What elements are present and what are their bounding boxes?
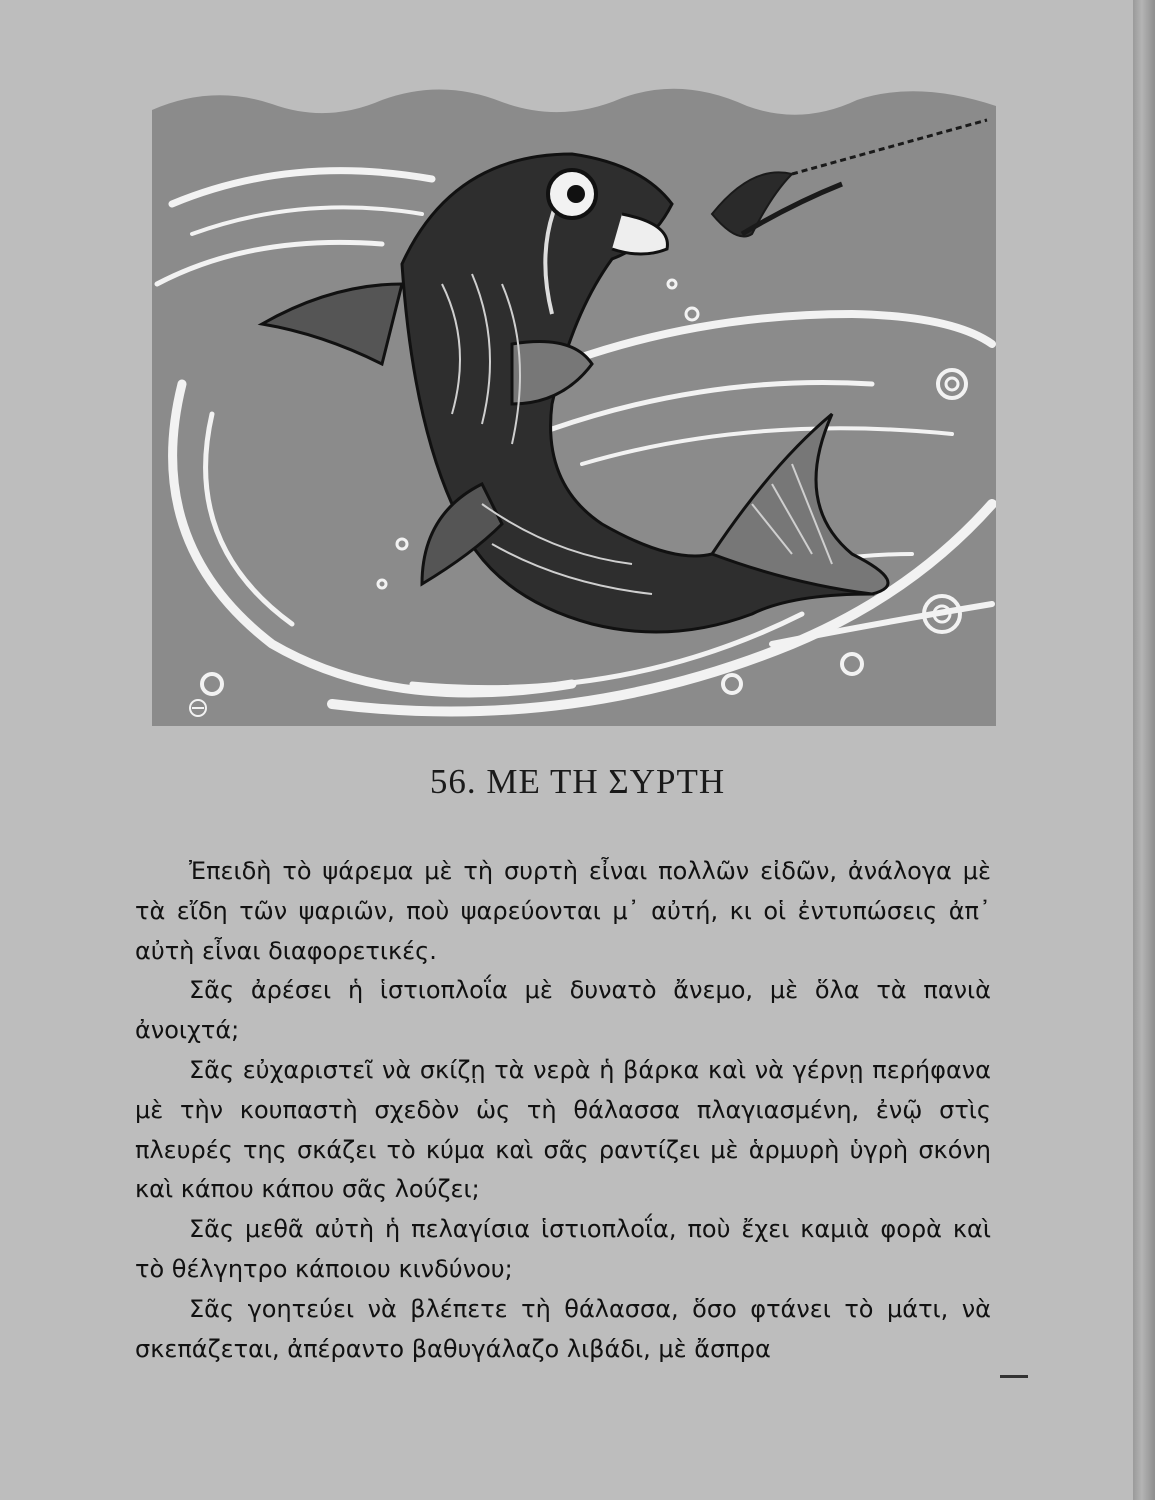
chapter-title: 56. ΜΕ ΤΗ ΣΥΡΤΗ — [429, 762, 726, 801]
paragraph: Σᾶς εὐχαριστεῖ νὰ σκίζῃ τὰ νερὰ ἡ βάρκα καὶ νὰ γέρνῃ περήφανα μὲ τὴν κουπαστὴ σχεδὸν ὡς τὴ θάλασσα πλαγιασμένη, ἐνῷ στὶς πλευρές της σκάζει τὸ κύμα καὶ σᾶς ραντίζει μὲ ἁρμυρὴ ὑγρὴ σκόνη καὶ κάπου κάπου σᾶς λούζει; — [135, 1055, 991, 1204]
paragraph: Σᾶς ἀρέσει ἡ ἱστιοπλοΐα μὲ δυνατὸ ἄνεμο, μὲ ὅλα τὰ πανιὰ ἀνοιχτά; — [135, 976, 991, 1045]
chapter-body — [135, 852, 991, 1369]
fish-leaping-at-lure-icon — [152, 84, 996, 726]
paragraph: Σᾶς γοητεύει νὰ βλέπετε τὴ θάλασσα, ὅσο φτάνει τὸ μάτι, νὰ σκεπάζεται, ἀπέραντο βαθυγάλαζο λιβάδι, μὲ ἄσπρα — [135, 1294, 991, 1363]
page-edge — [1133, 0, 1155, 1500]
paragraph: Σᾶς μεθᾶ αὐτὴ ἡ πελαγίσια ἱστιοπλοΐα, ποὺ ἔχει καμιὰ φορὰ καὶ τὸ θέλγητρο κάποιου κινδύνου; — [135, 1215, 991, 1283]
chapter-illustration — [152, 84, 996, 726]
paragraph: Ἐπειδὴ τὸ ψάρεμα μὲ τὴ συρτὴ εἶναι πολλῶν εἰδῶν, ἀνάλογα μὲ τὰ εἴδη τῶν ψαριῶν, ποὺ ψαρεύονται μ᾽ αὐτή, κι οἱ ἐντυπώσεις ἀπ᾽ αὐτὴ εἶναι διαφορετικές. — [135, 857, 991, 965]
continuation-dash — [1000, 1375, 1028, 1378]
